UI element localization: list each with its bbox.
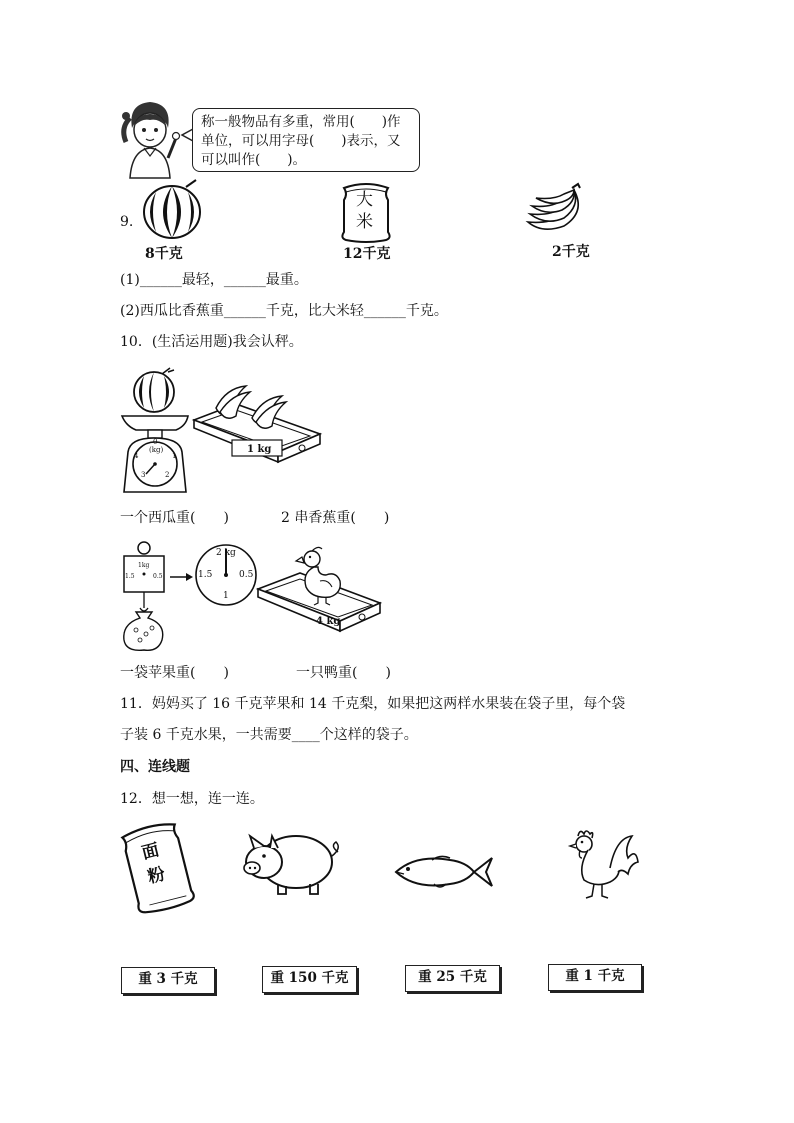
dial-scale-with-watermelon <box>118 368 194 500</box>
platform-scale-with-duck <box>256 545 382 645</box>
dial-tick-top: 2 kg <box>216 548 236 558</box>
scale1-tick-0: 0 <box>153 438 158 446</box>
flour-bag-label-bottom: 粉 <box>145 864 168 888</box>
dial-tick-bottom: 1 <box>223 591 229 601</box>
bubble-line-2: 单位，可以用字母( )表示，又 <box>201 133 401 149</box>
spring-scale-tick-left: 1.5 <box>125 573 135 580</box>
question-11-line-1: 11．妈妈买了 16 千克苹果和 14 千克梨，如果把这两样水果装在袋子里，每个袋 <box>120 696 626 712</box>
weight-option-3kg: 重 3 千克 <box>121 967 215 994</box>
speech-bubble <box>192 108 420 172</box>
question-9-number: 9. <box>120 214 134 230</box>
weight-option-25kg: 重 25 千克 <box>405 965 500 992</box>
question-9-sub-2: (2)西瓜比香蕉重______千克，比大米轻______千克。 <box>120 303 448 319</box>
watermelon-weight: 8千克 <box>145 246 183 262</box>
bubble-line-1: 称一般物品有多重，常用( )作 <box>201 114 401 130</box>
section-4-title: 四、连线题 <box>120 759 190 775</box>
arrow-icon <box>170 570 194 586</box>
question-10-line-1-b: 2 串香蕉重( ) <box>281 510 390 526</box>
scale1-tick-1: 1 <box>172 452 177 460</box>
scale1-tick-3: 3 <box>141 471 146 479</box>
rice-weight: 12千克 <box>343 246 391 262</box>
scale1-unit: (kg) <box>149 446 164 454</box>
question-10-line-2-b: 一只鸭重( ) <box>296 665 391 681</box>
duck-scale-display: 4 kg <box>316 616 341 627</box>
question-10-line-2-a: 一袋苹果重( ) <box>120 665 229 681</box>
spring-scale-with-apple-bag <box>118 540 170 656</box>
scale1-tick-2: 2 <box>165 471 170 479</box>
pig-icon <box>238 826 342 900</box>
banana-scale-display: 1 kg <box>247 444 272 455</box>
dial-tick-right: 0.5 <box>239 570 254 580</box>
question-9-sub-1: (1)______最轻，______最重。 <box>120 272 308 288</box>
platform-scale-with-bananas <box>192 384 322 474</box>
dial-tick-left: 1.5 <box>198 570 213 580</box>
question-12-title: 12．想一想，连一连。 <box>120 791 264 807</box>
weight-option-1kg: 重 1 千克 <box>548 964 642 991</box>
question-10-line-1-a: 一个西瓜重( ) <box>120 510 229 526</box>
watermelon-icon <box>142 178 204 244</box>
fish-icon <box>392 852 494 896</box>
banana-bunch-icon <box>524 182 588 238</box>
scale1-tick-4: 4 <box>134 452 139 460</box>
flour-bag-label-top: 面 <box>139 840 162 864</box>
question-10-title: 10．(生活运用题)我会认秤。 <box>120 334 303 350</box>
girl-illustration <box>118 98 182 182</box>
spring-scale-tick-top: 1kg <box>138 562 150 569</box>
rice-bag-label-bottom: 米 <box>356 212 373 232</box>
banana-weight: 2千克 <box>552 244 590 260</box>
weight-option-150kg: 重 150 千克 <box>262 966 357 993</box>
rooster-icon <box>566 828 640 904</box>
bubble-line-3: 可以叫作( )。 <box>201 152 307 168</box>
rice-bag-label-top: 大 <box>356 190 373 210</box>
spring-scale-tick-right: 0.5 <box>153 573 163 580</box>
question-11-line-2: 子装 6 千克水果，一共需要____个这样的袋子。 <box>120 727 418 743</box>
